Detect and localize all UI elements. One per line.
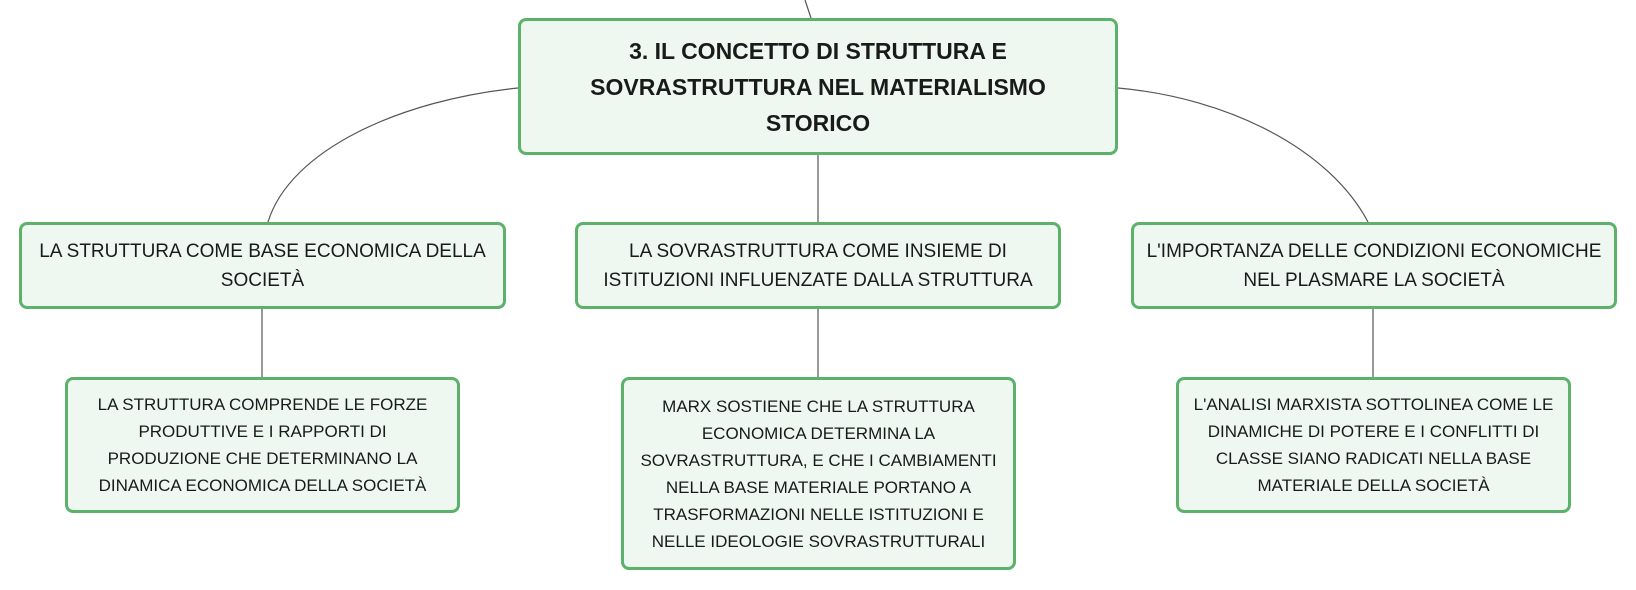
- branch-topic-label: LA STRUTTURA COME BASE ECONOMICA DELLA SOCIETÀ: [39, 240, 486, 291]
- connector-root-branch-3: [1118, 88, 1368, 222]
- branch-topic-struttura[interactable]: [19, 222, 506, 309]
- subtopic-analisi-marxista[interactable]: [1176, 377, 1571, 513]
- subtopic-label: L'ANALISI MARXISTA SOTTOLINEA COME LE DINAMICHE DI POTERE E I CONFLITTI DI CLASSE SIANO RADICATI NELLA BASE MATERIALE DELLA SOCIETÀ: [1193, 395, 1554, 495]
- subtopic-forze-produttive[interactable]: [65, 377, 460, 513]
- connector-root-branch-1: [268, 88, 518, 222]
- branch-topic-sovrastruttura[interactable]: [575, 222, 1061, 309]
- subtopic-label: LA STRUTTURA COMPRENDE LE FORZE PRODUTTIVE E I RAPPORTI DI PRODUZIONE CHE DETERMINANO LA DINAMICA ECONOMICA DELLA SOCIETÀ: [97, 395, 428, 495]
- subtopic-marx-sostiene[interactable]: [621, 377, 1016, 570]
- branch-topic-label: L'IMPORTANZA DELLE CONDIZIONI ECONOMICHE NEL PLASMARE LA SOCIETÀ: [1146, 240, 1602, 291]
- subtopic-label: MARX SOSTIENE CHE LA STRUTTURA ECONOMICA DETERMINA LA SOVRASTRUTTURA, E CHE I CAMBIAMENTI NELLA BASE MATERIALE PORTANO A TRASFORMAZIONI NELLE ISTITUZIONI E NELLE IDEOLOGIE SOVRASTRUTTURALI: [640, 396, 997, 551]
- root-topic-label: 3. IL CONCETTO DI STRUTTURA E SOVRASTRUTTURA NEL MATERIALISMO STORICO: [590, 37, 1046, 136]
- connector-incoming: [805, 0, 811, 18]
- branch-topic-label: LA SOVRASTRUTTURA COME INSIEME DI ISTITUZIONI INFLUENZATE DALLA STRUTTURA: [603, 240, 1033, 291]
- root-topic[interactable]: [518, 18, 1118, 155]
- branch-topic-condizioni-economiche[interactable]: [1131, 222, 1617, 309]
